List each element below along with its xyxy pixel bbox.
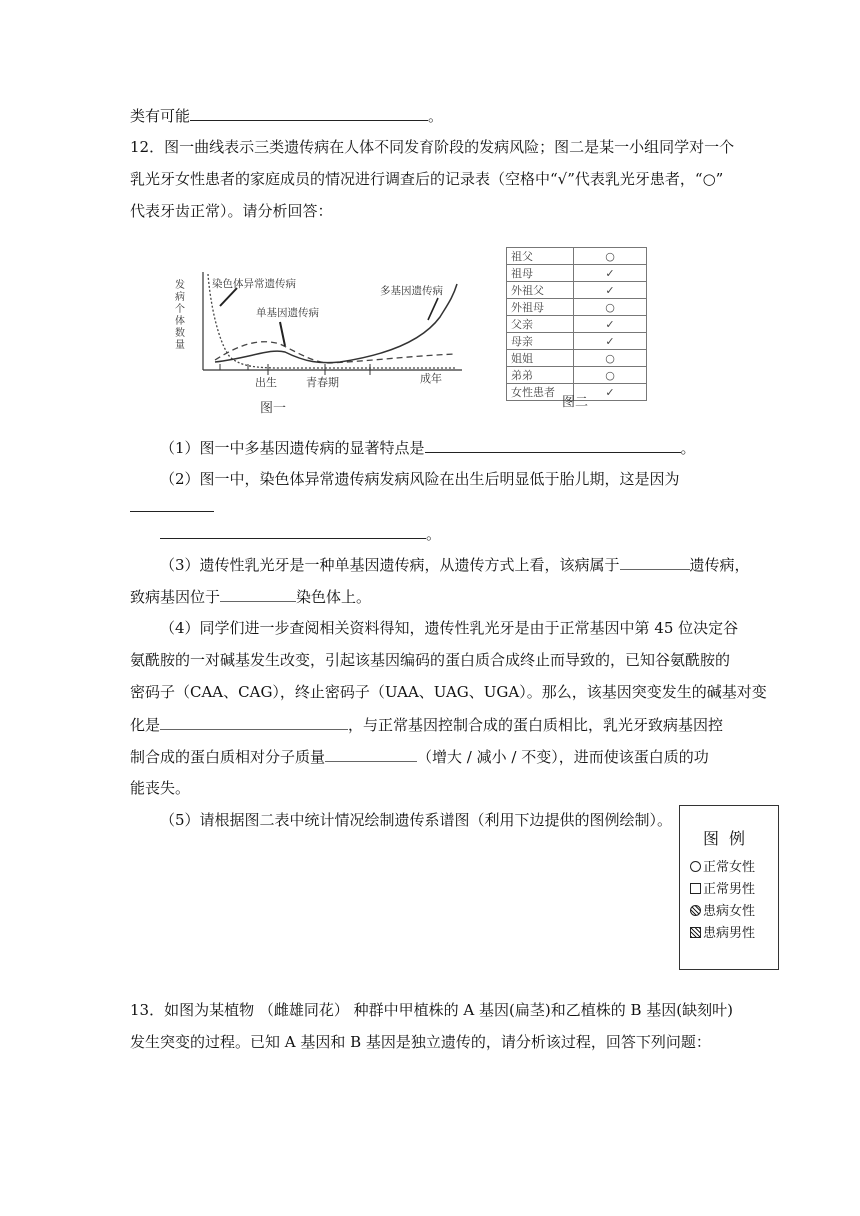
q12-sub3-line2 — [130, 585, 371, 608]
q12-sub1-end: 。 — [680, 439, 696, 457]
q11-prefix: 类有可能 — [130, 107, 191, 125]
status-mark: ○ — [574, 248, 647, 265]
pedigree-legend — [679, 805, 779, 970]
q12-sub4-line1: （4）同学们进一步查阅相关资料得知，遗传性乳光牙是由于正常基因中第 45 位决定谷 — [160, 619, 739, 637]
y-label-char: 量 — [175, 340, 185, 351]
normal-male-symbol-icon — [690, 883, 701, 894]
q12-sub3-d: 染色体上。 — [296, 588, 372, 606]
label-multi-gene: 多基因遗传病 — [380, 285, 443, 297]
legend-label: 患病女性 — [703, 904, 756, 919]
y-label-char: 发 — [175, 280, 185, 291]
q12-sub4-line5 — [130, 745, 709, 768]
status-mark: ✓ — [574, 384, 647, 401]
q12-sub4-blank-2[interactable] — [325, 745, 417, 762]
normal-female-symbol-icon — [690, 861, 701, 872]
q12-sub1-text: （1）图一中多基因遗传病的显著特点是 — [160, 439, 425, 457]
q12-sub2-blank-2[interactable] — [160, 522, 426, 539]
q12-sub3-c: 致病基因位于 — [130, 588, 221, 606]
q12-sub4-line4 — [130, 713, 723, 736]
table-row — [507, 282, 647, 299]
q12-sub2-blank-1[interactable] — [130, 511, 214, 512]
legend-label: 正常男性 — [703, 882, 756, 897]
table-row — [507, 367, 647, 384]
figure-2-caption: 图二 — [562, 395, 589, 410]
q12-sub4-l4b: ，与正常基因控制合成的蛋白质相比，乳光牙致病基因控 — [348, 716, 724, 734]
pointer-single-gene — [280, 322, 285, 346]
q11-answer-line — [130, 104, 443, 127]
legend-item-normal-male — [690, 879, 778, 901]
legend-item-affected-female — [690, 901, 778, 923]
figure-2-survey-table — [506, 247, 647, 401]
member-name: 祖母 — [507, 265, 574, 282]
q12-sub4-l5a: 制合成的蛋白质相对分子质量 — [130, 748, 326, 766]
q11-suffix: 。 — [428, 107, 444, 125]
q12-sub4-l4a: 化是 — [130, 716, 161, 734]
q12-sub3-b: 遗传病， — [689, 556, 750, 574]
x-label-adult: 成年 — [420, 372, 442, 385]
q12-sub3-blank-1[interactable] — [620, 553, 690, 570]
table-row — [507, 248, 647, 265]
q12-sub3-line1 — [160, 553, 750, 576]
member-name: 姐姐 — [507, 350, 574, 367]
x-label-puberty: 青春期 — [306, 376, 339, 389]
q12-sub2-line2 — [160, 522, 441, 545]
y-label-char: 数 — [175, 328, 185, 339]
table-row — [507, 299, 647, 316]
member-name: 外祖父 — [507, 282, 574, 299]
label-single-gene: 单基因遗传病 — [256, 307, 319, 319]
q12-sub4-line2: 氨酰胺的一对碱基发生改变，引起该基因编码的蛋白质合成终止而导致的，已知谷氨酰胺的 — [130, 651, 731, 669]
curve-single-gene — [215, 342, 455, 363]
status-mark: ✓ — [574, 265, 647, 282]
y-label-char: 体 — [175, 316, 185, 327]
q11-answer-blank[interactable] — [190, 104, 428, 121]
legend-title: 图例 — [702, 829, 755, 848]
y-axis-label — [175, 278, 185, 351]
table-row — [507, 265, 647, 282]
q12-sub3-a: （3）遗传性乳光牙是一种单基因遗传病，从遗传方式上看，该病属于 — [160, 556, 620, 574]
status-mark: ✓ — [574, 316, 647, 333]
status-mark: ○ — [574, 299, 647, 316]
q12-sub2-end: 。 — [426, 525, 442, 543]
member-name: 女性患者 — [507, 384, 574, 401]
q12-sub4-line6: 能丧失。 — [130, 779, 191, 797]
member-name: 父亲 — [507, 316, 574, 333]
affected-female-symbol-icon — [690, 905, 701, 916]
y-label-char: 个 — [175, 304, 185, 315]
x-label-birth: 出生 — [255, 376, 277, 389]
status-mark: ○ — [574, 350, 647, 367]
legend-label: 患病男性 — [703, 926, 756, 941]
member-name: 弟弟 — [507, 367, 574, 384]
q12-intro-line-1: 12．图一曲线表示三类遗传病在人体不同发育阶段的发病风险；图二是某一小组同学对一个 — [130, 138, 735, 156]
q12-sub4-blank-1[interactable] — [160, 713, 348, 730]
figure-1-caption: 图一 — [260, 401, 287, 416]
label-chromosomal: 染色体异常遗传病 — [212, 278, 296, 290]
status-mark: ○ — [574, 367, 647, 384]
q12-sub4-l5b: （增大 / 减小 / 不变），进而使该蛋白质的功 — [417, 748, 709, 766]
pointer-chromosomal — [220, 288, 237, 306]
table-row — [507, 316, 647, 333]
table-row — [507, 350, 647, 367]
q12-intro-line-3: 代表牙齿正常）。请分析回答： — [130, 202, 333, 220]
member-name: 母亲 — [507, 333, 574, 350]
q12-sub4-line3: 密码子（CAA、CAG），终止密码子（UAA、UAG、UGA）。那么，该基因突变发生的碱基对变 — [130, 683, 767, 701]
status-mark: ✓ — [574, 333, 647, 350]
member-name: 外祖母 — [507, 299, 574, 316]
pointer-multi-gene — [428, 298, 438, 320]
table-row — [507, 333, 647, 350]
legend-item-normal-female — [690, 857, 778, 879]
member-name: 祖父 — [507, 248, 574, 265]
legend-label: 正常女性 — [703, 860, 756, 875]
q13-line-1: 13．如图为某植物 （雌雄同花） 种群中甲植株的 A 基因(扁茎)和乙植株的 B 基因(缺刻叶) — [130, 1001, 733, 1019]
q12-sub1 — [160, 436, 696, 459]
q12-intro-line-2: 乳光牙女性患者的家庭成员的情况进行调查后的记录表（空格中“√”代表乳光牙患者，“○” — [130, 170, 724, 188]
q12-sub2-text: （2）图一中，染色体异常遗传病发病风险在出生后明显低于胎儿期，这是因为 — [160, 470, 680, 488]
q12-sub5-text: （5）请根据图二表中统计情况绘制遗传系谱图（利用下边提供的图例绘制）。 — [160, 811, 673, 829]
status-mark: ✓ — [574, 282, 647, 299]
q12-sub3-blank-2[interactable] — [220, 585, 296, 602]
y-label-char: 病 — [175, 292, 185, 303]
figure-1-curve-chart — [170, 262, 470, 422]
q12-sub1-blank[interactable] — [425, 436, 681, 453]
affected-male-symbol-icon — [690, 927, 701, 938]
legend-item-affected-male — [690, 923, 778, 945]
q13-line-2: 发生突变的过程。已知 A 基因和 B 基因是独立遗传的，请分析该过程，回答下列问题： — [130, 1033, 711, 1051]
